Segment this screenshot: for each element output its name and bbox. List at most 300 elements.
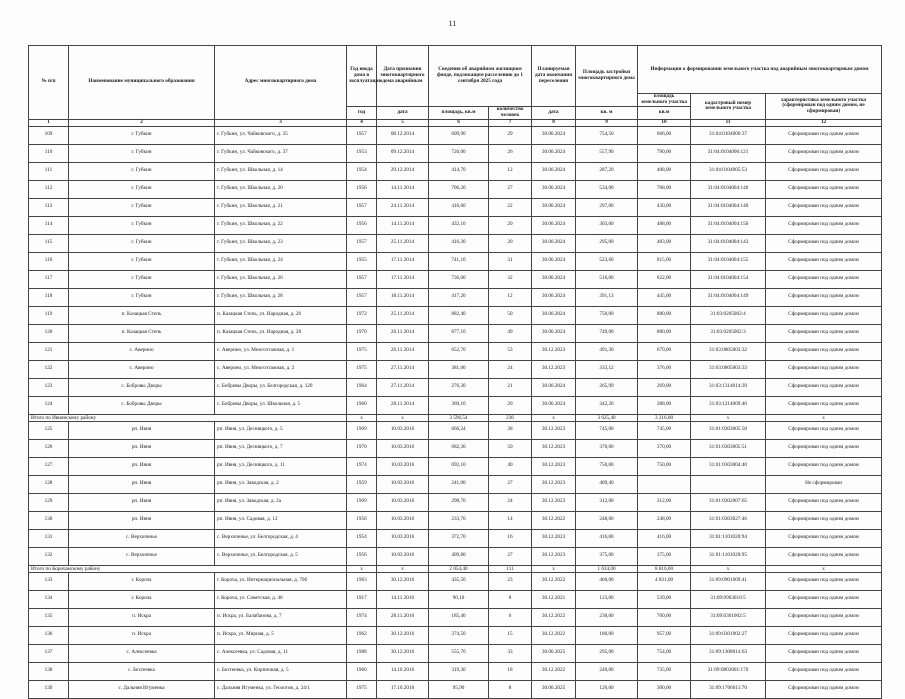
cell-land-char: Сформирован под одним домом bbox=[766, 306, 882, 324]
cell-cadastral: 31:04:0104004:155 bbox=[691, 252, 766, 270]
cell-building-area: 460,00 bbox=[576, 572, 638, 590]
cell-date: х bbox=[377, 565, 429, 572]
cell-municipality: с. Алексеевка bbox=[69, 644, 215, 662]
cell-area: 435,50 bbox=[429, 572, 489, 590]
cell-municipality: с. Дальняя Игуменка bbox=[69, 680, 215, 698]
cell-address: с. Дальняя Игуменка, ул. Геологов, д. 24/1 bbox=[215, 680, 347, 698]
cell-land-area: 416,00 bbox=[638, 529, 691, 547]
cell-municipality: г. Губкин bbox=[69, 252, 215, 270]
table-row bbox=[29, 378, 882, 396]
cell-municipality: рп. Ивня bbox=[69, 511, 215, 529]
cell-year: 1955 bbox=[347, 252, 377, 270]
cell-people: 40 bbox=[489, 457, 532, 475]
cell-date: 25.11.2014 bbox=[377, 306, 429, 324]
cell-land-char: Сформирован под одним домом bbox=[766, 547, 882, 565]
column-number: 1 bbox=[29, 119, 69, 126]
cell-cadastral: 31:01:0302007:65 bbox=[691, 493, 766, 511]
cell-address: г. Губкин, ул. Школьная, д. 23 bbox=[215, 234, 347, 252]
total-row bbox=[29, 565, 882, 572]
cell-plan-date: 30.12.2023 bbox=[532, 342, 576, 360]
table-row bbox=[29, 144, 882, 162]
header-planned-date: Планируемая дата окончания переселения bbox=[532, 46, 576, 107]
cell-plan-date: 30.06.2024 bbox=[532, 198, 576, 216]
cell-area: 417,20 bbox=[429, 288, 489, 306]
column-number: 2 bbox=[69, 119, 215, 126]
cell-date: 17.10.2016 bbox=[377, 680, 429, 698]
cell-land-area: 375,00 bbox=[638, 547, 691, 565]
cell-municipality: г. Губкин bbox=[69, 144, 215, 162]
cell-land-area: 4 831,00 bbox=[638, 572, 691, 590]
cell-land-char: Сформирован под одним домом bbox=[766, 396, 882, 414]
cell-plan-date: 30.12.2023 bbox=[532, 457, 576, 475]
cell-address: п. Искра, ул. Балабанова, д. 7 bbox=[215, 608, 347, 626]
cell-plan-date: 30.06.2025 bbox=[532, 644, 576, 662]
cell-land-char: Сформирован под одним домом bbox=[766, 324, 882, 342]
unit-date2: дата bbox=[532, 106, 576, 119]
cell-cadastral: 31:03:1314014:39 bbox=[691, 378, 766, 396]
cell-date: 28.11.2014 bbox=[377, 396, 429, 414]
unit-year: год bbox=[347, 106, 377, 119]
cell-land-area: 745,00 bbox=[638, 421, 691, 439]
cell-plan-date: 30.06.2024 bbox=[532, 288, 576, 306]
cell-land-area: 700,00 bbox=[638, 608, 691, 626]
cell-municipality: п. Искра bbox=[69, 608, 215, 626]
column-number: 3 bbox=[215, 119, 347, 126]
cell-date: 27.11.2014 bbox=[377, 360, 429, 378]
header-cadastral: кадастровый номер земельного участка bbox=[691, 94, 766, 120]
cell-land-area: 488,00 bbox=[638, 216, 691, 234]
total-row bbox=[29, 414, 882, 421]
table-row bbox=[29, 396, 882, 414]
cell-cadastral: 31:04:0104004:154 bbox=[691, 270, 766, 288]
cell-address: с. Бехтеевка, ул. Кирпичная, д. 5 bbox=[215, 662, 347, 680]
cell-cadastral: 31:04:0104006:121 bbox=[691, 144, 766, 162]
cell-people: 6 bbox=[489, 608, 532, 626]
cell-number: 119 bbox=[29, 306, 69, 324]
cell-cadastral: 31:04:0104004:146 bbox=[691, 180, 766, 198]
cell-plan-date: 30.06.2024 bbox=[532, 378, 576, 396]
cell-date: 26.11.2014 bbox=[377, 342, 429, 360]
table-row bbox=[29, 342, 882, 360]
cell-land-area: 248,00 bbox=[638, 511, 691, 529]
cell-municipality: с. Бехтеевка bbox=[69, 662, 215, 680]
cell-people: 18 bbox=[489, 662, 532, 680]
header-land-area: площадь земельного участка bbox=[638, 94, 691, 107]
header-building-area: Площадь застройки многоквартирного дома bbox=[576, 46, 638, 107]
cell-municipality: г. Губкин bbox=[69, 162, 215, 180]
cell-people: 12 bbox=[489, 162, 532, 180]
cell-building-area: 557,90 bbox=[576, 144, 638, 162]
cell-municipality: с. Верхопенье bbox=[69, 547, 215, 565]
cell-municipality: г. Короча bbox=[69, 590, 215, 608]
cell-plan-date: 30.12.2023 bbox=[532, 439, 576, 457]
column-number: 6 bbox=[429, 119, 489, 126]
cell-cadastral: 31:01:0303004:40 bbox=[691, 457, 766, 475]
cell-cadastral: 31:03:0805003:33 bbox=[691, 360, 766, 378]
table-row bbox=[29, 324, 882, 342]
cell-people: 31 bbox=[489, 252, 532, 270]
table-row bbox=[29, 572, 882, 590]
cell-number: 118 bbox=[29, 288, 69, 306]
cell-land-char: Сформирован под одним домом bbox=[766, 421, 882, 439]
cell-building-area: 126,00 bbox=[576, 680, 638, 698]
cell-plan-date: 30.12.2022 bbox=[532, 662, 576, 680]
cell-building-area: 523,60 bbox=[576, 252, 638, 270]
cell-number: 124 bbox=[29, 396, 69, 414]
cell-land-area: 822,00 bbox=[638, 270, 691, 288]
cell-area: 381,00 bbox=[429, 360, 489, 378]
cell-number: 123 bbox=[29, 378, 69, 396]
cell-land-area: 300,00 bbox=[638, 680, 691, 698]
cell-plan-date: 30.12.2022 bbox=[532, 608, 576, 626]
cell-area: 666,24 bbox=[429, 421, 489, 439]
cell-land-char: Сформирован под одним домом bbox=[766, 216, 882, 234]
cell-address: рп. Ивня, ул. Заводская, д. 2 bbox=[215, 475, 347, 493]
cell-municipality: рп. Ивня bbox=[69, 493, 215, 511]
cell-plan-date: 30.06.2024 bbox=[532, 216, 576, 234]
column-number: 4 bbox=[347, 119, 377, 126]
cell-people: 26 bbox=[489, 144, 532, 162]
cell-area: 741,10 bbox=[429, 252, 489, 270]
cell-number: 126 bbox=[29, 439, 69, 457]
total-label: Итого по Корочанскому району bbox=[29, 565, 347, 572]
cell-municipality: с. Аверино bbox=[69, 342, 215, 360]
cell-address: г. Губкин, ул. Школьная, д. 28 bbox=[215, 288, 347, 306]
cell-date: 10.03.2016 bbox=[377, 457, 429, 475]
cell-people: 236 bbox=[489, 414, 532, 421]
cell-area: 414,70 bbox=[429, 162, 489, 180]
cell-address: г. Губкин, ул. Чайковского, д. 37 bbox=[215, 144, 347, 162]
cell-land-area: 445,00 bbox=[638, 288, 691, 306]
cell-municipality: рп. Ивня bbox=[69, 421, 215, 439]
cell-year: 1963 bbox=[347, 572, 377, 590]
cell-date: 09.12.2014 bbox=[377, 144, 429, 162]
cell-date: 10.03.2016 bbox=[377, 421, 429, 439]
cell-building-area: 180,00 bbox=[576, 626, 638, 644]
cell-address: г. Губкин, ул. Школьная, д. 24 bbox=[215, 252, 347, 270]
cell-people: 32 bbox=[489, 270, 532, 288]
cell-year: 1957 bbox=[347, 126, 377, 144]
cell-land-char: х bbox=[766, 565, 882, 572]
table-row bbox=[29, 180, 882, 198]
cell-plan-date: 30.12.2022 bbox=[532, 572, 576, 590]
cell-area: 319,30 bbox=[429, 662, 489, 680]
cell-land-area: 376,00 bbox=[638, 360, 691, 378]
table-row bbox=[29, 493, 882, 511]
cell-building-area: 754,50 bbox=[576, 126, 638, 144]
cell-land-char: Сформирован под одним домом bbox=[766, 590, 882, 608]
cell-plan-date: 30.06.2024 bbox=[532, 306, 576, 324]
cell-municipality: с. Бобровы Дворы bbox=[69, 396, 215, 414]
table-row bbox=[29, 608, 882, 626]
cell-number: 129 bbox=[29, 493, 69, 511]
cell-land-char: Сформирован под одним домом bbox=[766, 626, 882, 644]
cell-building-area: 375,00 bbox=[576, 547, 638, 565]
cell-date: 30.12.2016 bbox=[377, 626, 429, 644]
cell-people: 27 bbox=[489, 180, 532, 198]
cell-plan-date: 30.06.2024 bbox=[532, 180, 576, 198]
cell-people: 12 bbox=[489, 288, 532, 306]
cell-plan-date: 30.06.2024 bbox=[532, 252, 576, 270]
cell-plan-date: 30.12.2021 bbox=[532, 590, 576, 608]
cell-address: г. Короча, ул. Советская, д. 40 bbox=[215, 590, 347, 608]
cell-number: 114 bbox=[29, 216, 69, 234]
cell-land-char: Сформирован под одним домом bbox=[766, 342, 882, 360]
cell-year: 1974 bbox=[347, 457, 377, 475]
table-row bbox=[29, 421, 882, 439]
cell-municipality: с. Аверино bbox=[69, 360, 215, 378]
cell-people: 8 bbox=[489, 590, 532, 608]
cell-cadastral: 31:01:0303027:46 bbox=[691, 511, 766, 529]
cell-area: 682,30 bbox=[429, 439, 489, 457]
cell-land-area: 430,00 bbox=[638, 198, 691, 216]
column-numbers-row bbox=[29, 119, 882, 126]
cell-cadastral: 31:04:0104005:53 bbox=[691, 162, 766, 180]
cell-plan-date: 30.12.2023 bbox=[532, 493, 576, 511]
header-land-char: характеристика земельного участка (сформирован под одним домом, не сформирован) bbox=[766, 94, 882, 120]
cell-land-area: 483,00 bbox=[638, 234, 691, 252]
cell-people: 33 bbox=[489, 644, 532, 662]
cell-year: 1969 bbox=[347, 493, 377, 511]
cell-municipality: г. Губкин bbox=[69, 216, 215, 234]
cell-year: 1960 bbox=[347, 662, 377, 680]
cell-year: 1975 bbox=[347, 680, 377, 698]
cell-year: х bbox=[347, 565, 377, 572]
cell-number: 136 bbox=[29, 626, 69, 644]
cell-year: 1959 bbox=[347, 475, 377, 493]
cell-date: 17.11.2014 bbox=[377, 270, 429, 288]
page-number: 11 bbox=[448, 19, 457, 28]
cell-people: 23 bbox=[489, 572, 532, 590]
cell-municipality: г. Короча bbox=[69, 572, 215, 590]
cell-year: 1954 bbox=[347, 529, 377, 547]
cell-address: рп. Ивня, ул. Десняцкого, д. 11 bbox=[215, 457, 347, 475]
cell-area: 652,70 bbox=[429, 342, 489, 360]
cell-number: 132 bbox=[29, 547, 69, 565]
cell-area: 185,40 bbox=[429, 608, 489, 626]
cell-plan-date: 30.12.2023 bbox=[532, 475, 576, 493]
cell-land-area: 312,00 bbox=[638, 493, 691, 511]
cell-area: 609,90 bbox=[429, 126, 489, 144]
cell-date: 27.11.2014 bbox=[377, 378, 429, 396]
cell-area: 3 596,54 bbox=[429, 414, 489, 421]
cell-people: 50 bbox=[489, 439, 532, 457]
cell-number: 121 bbox=[29, 342, 69, 360]
cell-area: 736,00 bbox=[429, 270, 489, 288]
table-row bbox=[29, 439, 882, 457]
cell-address: рп. Ивня, ул. Десняцкого, д. 5 bbox=[215, 421, 347, 439]
cell-year: 1960 bbox=[347, 396, 377, 414]
column-number: 12 bbox=[766, 119, 882, 126]
cell-address: п. Казацкая Степь, ул. Народная, д. 28 bbox=[215, 324, 347, 342]
cell-building-area: 409,40 bbox=[576, 475, 638, 493]
cell-date: 30.12.2016 bbox=[377, 572, 429, 590]
cell-land-char: Сформирован под одним домом bbox=[766, 126, 882, 144]
cell-year: 1953 bbox=[347, 144, 377, 162]
cell-plan-date: 30.06.2024 bbox=[532, 396, 576, 414]
cell-land-char: Сформирован под одним домом bbox=[766, 608, 882, 626]
cell-building-area: 230,00 bbox=[576, 608, 638, 626]
cell-cadastral: 31:01:0303005:51 bbox=[691, 439, 766, 457]
cell-year: 1957 bbox=[347, 198, 377, 216]
cell-cadastral: 31:09:1706011:70 bbox=[691, 680, 766, 698]
cell-land-char: Сформирован под одним домом bbox=[766, 288, 882, 306]
cell-area: 416,30 bbox=[429, 234, 489, 252]
cell-date: 14.11.2014 bbox=[377, 180, 429, 198]
cell-cadastral: 31:03:1214009:40 bbox=[691, 396, 766, 414]
cell-year: 1969 bbox=[347, 421, 377, 439]
cell-plan-date: х bbox=[532, 565, 576, 572]
cell-area: 416,60 bbox=[429, 198, 489, 216]
cell-year: 1956 bbox=[347, 216, 377, 234]
cell-municipality: г. Губкин bbox=[69, 270, 215, 288]
cell-address: г. Губкин, ул. Школьная, д. 20 bbox=[215, 180, 347, 198]
cell-number: 131 bbox=[29, 529, 69, 547]
cell-land-char: Сформирован под одним домом bbox=[766, 378, 882, 396]
cell-year: 1956 bbox=[347, 180, 377, 198]
cell-date: 10.03.2016 bbox=[377, 511, 429, 529]
cell-number: 125 bbox=[29, 421, 69, 439]
cell-people: 27 bbox=[489, 475, 532, 493]
cell-land-char: Сформирован под одним домом bbox=[766, 252, 882, 270]
cell-land-char: Сформирован под одним домом bbox=[766, 270, 882, 288]
cell-land-area: 750,00 bbox=[638, 457, 691, 475]
table-row bbox=[29, 306, 882, 324]
table-row bbox=[29, 360, 882, 378]
cell-land-char: Сформирован под одним домом bbox=[766, 234, 882, 252]
cell-date: 10.03.2016 bbox=[377, 475, 429, 493]
cell-municipality: рп. Ивня bbox=[69, 475, 215, 493]
cell-people: 16 bbox=[489, 529, 532, 547]
cell-year: 1962 bbox=[347, 626, 377, 644]
table-row bbox=[29, 680, 882, 698]
cell-number: 135 bbox=[29, 608, 69, 626]
cell-building-area: 750,00 bbox=[576, 306, 638, 324]
cell-address: п. Искра, ул. Мирная, д. 5 bbox=[215, 626, 347, 644]
cell-number: 127 bbox=[29, 457, 69, 475]
cell-cadastral: 31:09:0301002:5 bbox=[691, 608, 766, 626]
cell-cadastral: 31:04:0104004:150 bbox=[691, 216, 766, 234]
cell-building-area: 745,00 bbox=[576, 421, 638, 439]
cell-area: 409,80 bbox=[429, 547, 489, 565]
cell-year: 1956 bbox=[347, 547, 377, 565]
cell-address: с. Бобровы Дворы, ул. Школьная, д. 5 bbox=[215, 396, 347, 414]
cell-number: 112 bbox=[29, 180, 69, 198]
cell-year: 1956 bbox=[347, 511, 377, 529]
table-row bbox=[29, 547, 882, 565]
cell-land-area: 269,00 bbox=[638, 378, 691, 396]
cell-plan-date: 30.12.2023 bbox=[532, 529, 576, 547]
cell-land-char: Сформирован под одним домом bbox=[766, 360, 882, 378]
cell-land-area: 8 816,00 bbox=[638, 565, 691, 572]
cell-number: 138 bbox=[29, 662, 69, 680]
cell-land-area: 370,00 bbox=[638, 439, 691, 457]
cell-municipality: г. Губкин bbox=[69, 126, 215, 144]
column-number: 10 bbox=[638, 119, 691, 126]
cell-area: 2 054,40 bbox=[429, 565, 489, 572]
header-municipality: Наименование муниципального образования bbox=[69, 46, 215, 120]
table-row bbox=[29, 511, 882, 529]
cell-land-char: Не сформирован bbox=[766, 475, 882, 493]
cell-area: 706,20 bbox=[429, 180, 489, 198]
cell-address: с. Бобровы Дворы, ул. Белгородская, д. 120 bbox=[215, 378, 347, 396]
cell-building-area: 312,00 bbox=[576, 493, 638, 511]
cell-building-area: 516,00 bbox=[576, 270, 638, 288]
cell-address: п. Казацкая Степь, ул. Народная, д. 26 bbox=[215, 306, 347, 324]
cell-people: 21 bbox=[489, 378, 532, 396]
cell-building-area: 370,00 bbox=[576, 439, 638, 457]
cell-land-area bbox=[638, 475, 691, 493]
header-emergency-info: Сведения об аварийном жилищном фонде, подлежащем расселению до 1 сентября 2025 года bbox=[429, 46, 532, 107]
cell-area: 372,70 bbox=[429, 529, 489, 547]
cell-land-char: Сформирован под одним домом bbox=[766, 439, 882, 457]
table-row bbox=[29, 216, 882, 234]
cell-cadastral: 31:04:0104004:140 bbox=[691, 198, 766, 216]
cell-land-area: 666,00 bbox=[638, 126, 691, 144]
cell-building-area: 3 625,40 bbox=[576, 414, 638, 421]
cell-cadastral: 31:03:0805003:32 bbox=[691, 342, 766, 360]
cell-date: 08.12.2014 bbox=[377, 126, 429, 144]
cell-date: х bbox=[377, 414, 429, 421]
cell-date: 26.11.2014 bbox=[377, 324, 429, 342]
cell-land-area: 768,00 bbox=[638, 180, 691, 198]
cell-plan-date: 30.06.2024 bbox=[532, 234, 576, 252]
cell-cadastral: 31:03:0205002:4 bbox=[691, 306, 766, 324]
cell-date: 14.11.2016 bbox=[377, 590, 429, 608]
cell-area: 692,10 bbox=[429, 457, 489, 475]
table-row bbox=[29, 270, 882, 288]
cell-land-area: 679,00 bbox=[638, 342, 691, 360]
cell-building-area: 287,20 bbox=[576, 162, 638, 180]
cell-building-area: 123,00 bbox=[576, 590, 638, 608]
cell-number: 109 bbox=[29, 126, 69, 144]
cell-people: 22 bbox=[489, 198, 532, 216]
cell-people: 24 bbox=[489, 360, 532, 378]
column-number: 5 bbox=[377, 119, 429, 126]
cell-address: рп. Ивня, ул. Десняцкого, д. 7 bbox=[215, 439, 347, 457]
cell-building-area: 342,20 bbox=[576, 396, 638, 414]
cell-land-area: 3 216,00 bbox=[638, 414, 691, 421]
table-row bbox=[29, 126, 882, 144]
cell-municipality: г. Губкин bbox=[69, 180, 215, 198]
cell-address: г. Губкин, ул. Школьная, д. 26 bbox=[215, 270, 347, 288]
table-row bbox=[29, 198, 882, 216]
cell-land-area: 754,00 bbox=[638, 644, 691, 662]
cell-number: 115 bbox=[29, 234, 69, 252]
emergency-housing-table bbox=[28, 45, 882, 699]
cell-people: 20 bbox=[489, 234, 532, 252]
cell-number: 117 bbox=[29, 270, 69, 288]
cell-address: рп. Ивня, ул. Садовая, д. 12 bbox=[215, 511, 347, 529]
cell-municipality: рп. Ивня bbox=[69, 439, 215, 457]
cell-area: 276,30 bbox=[429, 378, 489, 396]
cell-date: 17.11.2014 bbox=[377, 252, 429, 270]
cell-address: с. Алексеевка, ул. Садовая, д. 11 bbox=[215, 644, 347, 662]
cell-year: х bbox=[347, 414, 377, 421]
cell-land-area: 539,00 bbox=[638, 590, 691, 608]
cell-land-char: Сформирован под одним домом bbox=[766, 457, 882, 475]
cell-plan-date: 30.12.2023 bbox=[532, 360, 576, 378]
cell-number: 133 bbox=[29, 572, 69, 590]
cell-land-area: 408,00 bbox=[638, 162, 691, 180]
cell-land-area: 735,00 bbox=[638, 662, 691, 680]
cell-number: 110 bbox=[29, 144, 69, 162]
column-number: 8 bbox=[532, 119, 576, 126]
cell-land-char: Сформирован под одним домом bbox=[766, 572, 882, 590]
cell-land-char: Сформирован под одним домом bbox=[766, 644, 882, 662]
cell-building-area: 248,00 bbox=[576, 511, 638, 529]
unit-area: площадь, кв.м bbox=[429, 106, 489, 119]
